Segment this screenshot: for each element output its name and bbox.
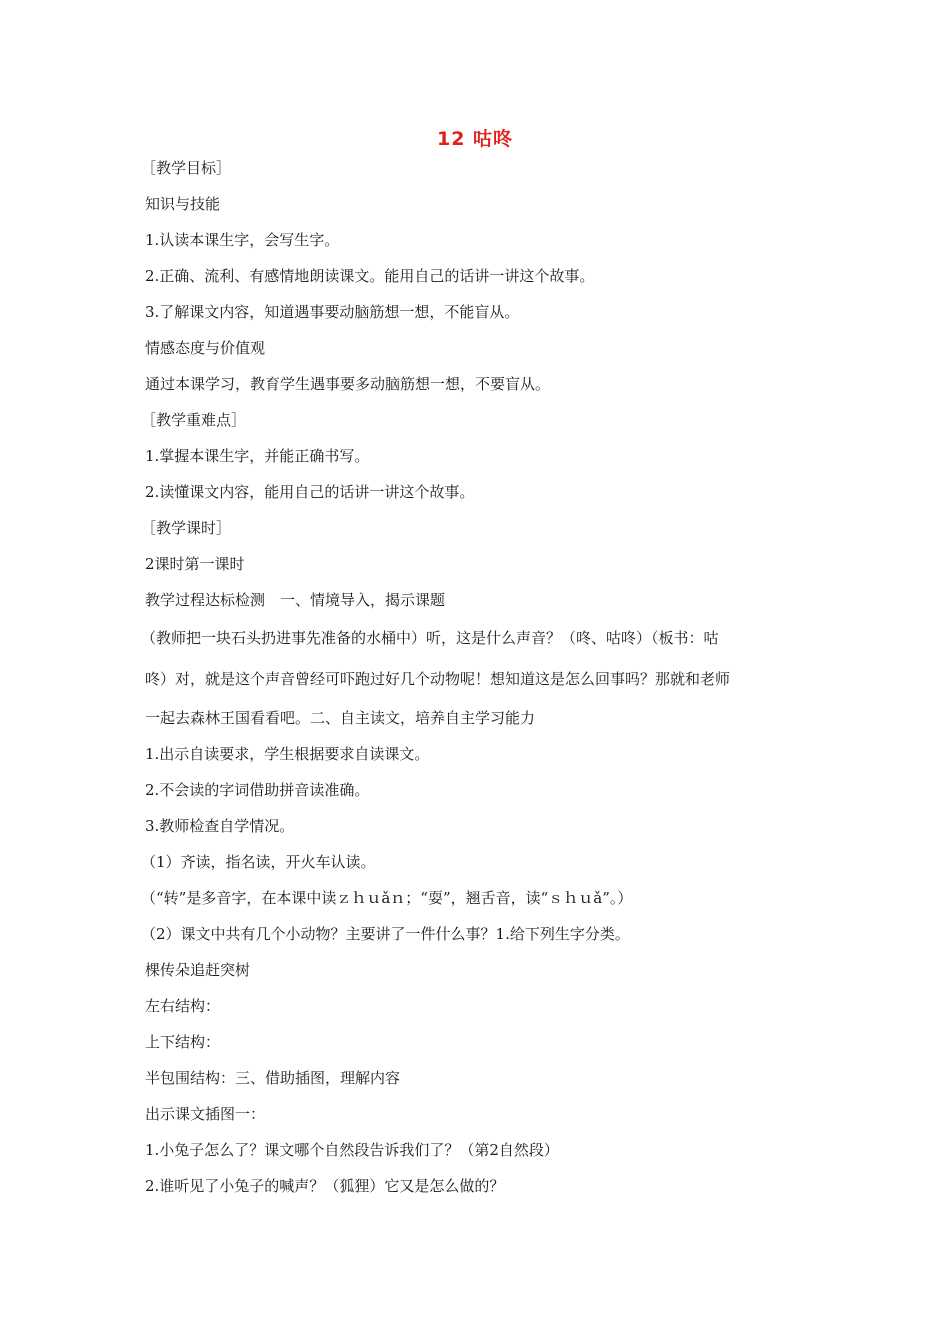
paragraph: 2.读懂课文内容，能用自己的话讲一讲这个故事。 xyxy=(145,483,475,501)
paragraph: 上下结构： xyxy=(145,1033,221,1051)
paragraph: （教师把一块石头扔进事先准备的水桶中）听，这是什么声音？（咚、咕咚）（板书：咕 xyxy=(141,629,719,647)
subheading-knowledge-skills: 知识与技能 xyxy=(145,195,221,213)
paragraph: （2）课文中共有几个小动物？主要讲了一件什么事？1.给下列生字分类。 xyxy=(141,925,630,943)
subheading-attitude-values: 情感态度与价值观 xyxy=(145,339,266,357)
paragraph: 1.认读本课生字，会写生字。 xyxy=(145,231,340,249)
paragraph: 左右结构： xyxy=(145,997,221,1015)
paragraph: 棵传朵追赶突树 xyxy=(145,961,251,979)
paragraph: 1.出示自读要求，学生根据要求自读课文。 xyxy=(145,745,430,763)
paragraph: （“转”是多音字，在本课中读ｚｈｕǎｎ；“耍”，翘舌音，读“ｓｈｕǎ”。） xyxy=(141,889,633,907)
document-title: 12 咕咚 xyxy=(436,128,514,150)
paragraph: 3.了解课文内容，知道遇事要动脑筋想一想，不能盲从。 xyxy=(145,303,520,321)
paragraph: 1.掌握本课生字，并能正确书写。 xyxy=(145,447,370,465)
paragraph: 教学过程达标检测 一、情境导入，揭示课题 xyxy=(145,591,446,609)
paragraph: 一起去森林王国看看吧。二、自主读文，培养自主学习能力 xyxy=(145,709,536,727)
paragraph: 2.不会读的字词借助拼音读准确。 xyxy=(145,781,370,799)
paragraph: 咚）对，就是这个声音曾经可吓跑过好几个动物呢！想知道这是怎么回事吗？那就和老师 xyxy=(145,670,731,688)
paragraph: 2课时第一课时 xyxy=(145,555,245,573)
section-heading-periods: ［教学课时］ xyxy=(141,519,232,537)
paragraph: 3.教师检查自学情况。 xyxy=(145,817,295,835)
document-body xyxy=(141,150,815,1204)
paragraph: 通过本课学习，教育学生遇事要多动脑筋想一想，不要盲从。 xyxy=(145,375,551,393)
paragraph: 出示课文插图一： xyxy=(145,1105,266,1123)
paragraph: （1）齐读，指名读，开火车认读。 xyxy=(141,853,376,871)
paragraph: 2.谁听见了小兔子的喊声？（狐狸）它又是怎么做的？ xyxy=(145,1177,505,1195)
paragraph: 1.小兔子怎么了？课文哪个自然段告诉我们了？（第2自然段） xyxy=(145,1141,559,1159)
section-heading-objectives: ［教学目标］ xyxy=(141,159,232,177)
section-heading-key-points: ［教学重难点］ xyxy=(141,411,247,429)
paragraph: 半包围结构：三、借助插图，理解内容 xyxy=(145,1069,401,1087)
paragraph: 2.正确、流利、有感情地朗读课文。能用自己的话讲一讲这个故事。 xyxy=(145,267,595,285)
